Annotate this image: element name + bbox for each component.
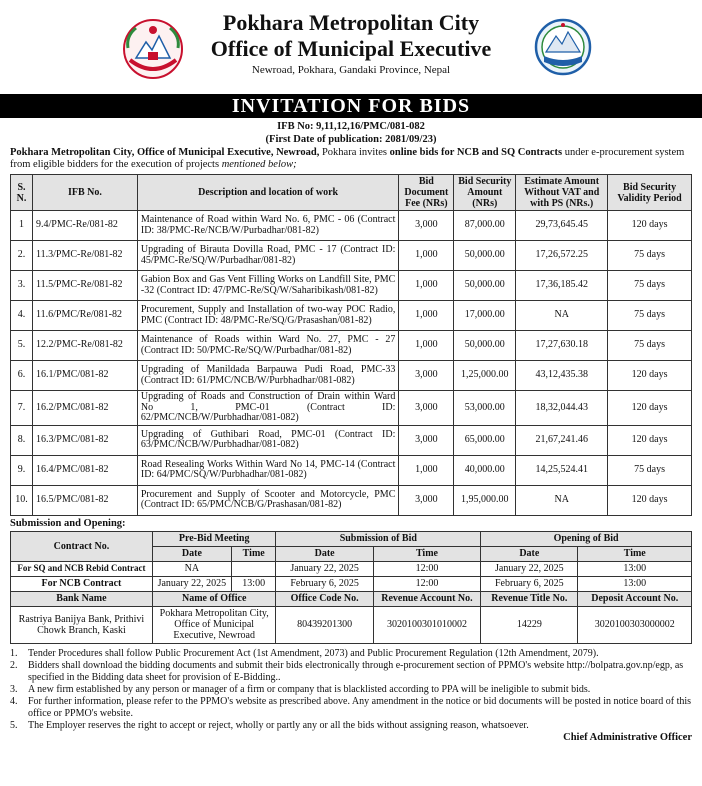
submission-time: 12:00 — [373, 561, 480, 576]
cell-sn: 3. — [11, 271, 33, 301]
header-opening: Opening of Bid — [481, 531, 692, 546]
contract-label: For NCB Contract — [11, 576, 153, 591]
cell-fee: 3,000 — [399, 425, 454, 455]
bid-row — [11, 211, 692, 241]
publication-date: (First Date of publication: 2081/09/23) — [265, 134, 437, 145]
cell-estimate: 21,67,241.46 — [516, 425, 608, 455]
intro-italic: mentioned below; — [221, 159, 297, 170]
opening-date: January 22, 2025 — [481, 561, 578, 576]
cell-validity: 75 days — [608, 301, 692, 331]
cell-estimate: 29,73,645.45 — [516, 211, 608, 241]
cell-security: 50,000.00 — [454, 271, 516, 301]
header-opening-date: Date — [481, 546, 578, 561]
cell-sn: 10. — [11, 485, 33, 515]
deposit-account: 3020100303000002 — [578, 606, 692, 643]
prebid-time — [231, 561, 276, 576]
cell-validity: 120 days — [608, 361, 692, 391]
cell-security: 87,000.00 — [454, 211, 516, 241]
header-prebid: Pre-Bid Meeting — [152, 531, 276, 546]
cell-sn: 1 — [11, 211, 33, 241]
cell-sn: 8. — [11, 425, 33, 455]
cell-validity: 75 days — [608, 271, 692, 301]
header-revenue-title: Revenue Title No. — [481, 591, 578, 606]
cell-ifb: 9.4/PMC-Re/081-82 — [32, 211, 137, 241]
intro-paragraph — [10, 147, 692, 171]
note-text: For further information, please refer to the PPMO's website as prescribed above. Any amendment in the notice or bid documents will be posted in notice board of this office or PPMO's website. — [28, 695, 692, 719]
cell-description: Upgrading of Roads and Construction of Drain within Ward No 1, PMC-01 (Contract ID: 62/PMC/NCB/W/Purbhadhar/081-082) — [137, 391, 398, 426]
header-sn: S. N. — [11, 175, 33, 211]
cell-security: 1,25,000.00 — [454, 361, 516, 391]
cell-security: 1,95,000.00 — [454, 485, 516, 515]
revenue-account: 3020100301010002 — [373, 606, 480, 643]
bid-row — [11, 455, 692, 485]
opening-time: 13:00 — [578, 561, 692, 576]
cell-sn: 9. — [11, 455, 33, 485]
note-text: A new firm established by any person or manager of a firm or company that is blacklisted according to PPA will be ineligible to submit bids. — [28, 683, 591, 695]
cell-fee: 3,000 — [399, 391, 454, 426]
prebid-date: January 22, 2025 — [152, 576, 231, 591]
nepal-emblem-icon — [122, 18, 184, 80]
header-revenue-account: Revenue Account No. — [373, 591, 480, 606]
note-number: 4. — [10, 695, 18, 707]
cell-security: 17,000.00 — [454, 301, 516, 331]
office-code: 80439201300 — [276, 606, 373, 643]
note-text: Tender Procedures shall follow Public Procurement Act (1st Amendment, 2073) and Public Procurement Regulation (12th Amendment, 2079). — [28, 647, 599, 659]
note-item — [10, 684, 692, 696]
cell-ifb: 16.5/PMC/081-82 — [32, 485, 137, 515]
cell-ifb: 16.2/PMC/081-82 — [32, 391, 137, 426]
cell-description: Upgrading of Guthibari Road, PMC-01 (Contract ID: 63/PMC/NCB/W/Purbhadhar/081-082) — [137, 425, 398, 455]
cell-ifb: 11.5/PMC-Re/081-82 — [32, 271, 137, 301]
pokhara-logo-icon — [534, 18, 592, 76]
note-text: Bidders shall download the bidding documents and submit their bids electronically through e-procurement section of PPMO's website http://bolpatra.gov.np/egp, as specified in the Bidding data sheet for provision of E-Bidding.. — [28, 659, 684, 683]
submission-table — [10, 531, 692, 644]
header — [10, 10, 692, 92]
cell-validity: 120 days — [608, 211, 692, 241]
prebid-date: NA — [152, 561, 231, 576]
cell-sn: 5. — [11, 331, 33, 361]
cell-fee: 3,000 — [399, 211, 454, 241]
cell-estimate: 17,36,185.42 — [516, 271, 608, 301]
cell-ifb: 11.3/PMC-Re/081-82 — [32, 241, 137, 271]
cell-sn: 2. — [11, 241, 33, 271]
cell-security: 50,000.00 — [454, 241, 516, 271]
intro-bold-bids: online bids for NCB and SQ Contracts — [389, 147, 563, 158]
cell-security: 53,000.00 — [454, 391, 516, 426]
bid-row — [11, 241, 692, 271]
cell-ifb: 12.2/PMC-Re/081-82 — [32, 331, 137, 361]
header-office-code: Office Code No. — [276, 591, 373, 606]
cell-fee: 3,000 — [399, 485, 454, 515]
office-name: Pokhara Metropolitan City, Office of Municipal Executive, Newroad — [152, 606, 276, 643]
note-number: 5. — [10, 719, 18, 731]
cell-validity: 75 days — [608, 455, 692, 485]
cell-description: Upgrading of Manildada Barpauwa Pudi Road, PMC-33 (Contract ID: 61/PMC/NCB/W/Purbhadhar/081-082) — [137, 361, 398, 391]
cell-description: Procurement, Supply and Installation of two-way POC Radio, PMC (Contract ID: 48/PMC-Re/SQ/G/Prasashan/081-82) — [137, 301, 398, 331]
bid-row — [11, 391, 692, 426]
cell-validity: 75 days — [608, 241, 692, 271]
cell-estimate: 17,27,630.18 — [516, 331, 608, 361]
cell-fee: 1,000 — [399, 301, 454, 331]
bank-name: Rastriya Banijya Bank, Prithivi Chowk Branch, Kaski — [11, 606, 153, 643]
bids-header-row — [11, 175, 692, 211]
cell-validity: 120 days — [608, 425, 692, 455]
note-number: 1. — [10, 647, 18, 659]
cell-description: Procurement and Supply of Scooter and Motorcycle, PMC (Contract ID: 65/PMC/NCB/G/Prashasan/081-82) — [137, 485, 398, 515]
submission-row-ncb — [11, 576, 692, 591]
contract-label: For SQ and NCB Rebid Contract — [11, 561, 153, 576]
header-deposit-account: Deposit Account No. — [578, 591, 692, 606]
cell-fee: 1,000 — [399, 241, 454, 271]
submission-title: Submission and Opening: — [10, 517, 126, 529]
header-validity: Bid Security Validity Period — [608, 175, 692, 211]
signature: Chief Administrative Officer — [563, 731, 692, 743]
bid-row — [11, 485, 692, 515]
bid-row — [11, 301, 692, 331]
note-item — [10, 720, 692, 732]
revenue-title: 14229 — [481, 606, 578, 643]
header-prebid-time: Time — [231, 546, 276, 561]
cell-ifb: 16.3/PMC/081-82 — [32, 425, 137, 455]
cell-validity: 120 days — [608, 391, 692, 426]
bid-row — [11, 425, 692, 455]
header-description: Description and location of work — [137, 175, 398, 211]
note-item — [10, 660, 692, 684]
title-office: Office of Municipal Executive — [210, 36, 492, 61]
cell-fee: 3,000 — [399, 361, 454, 391]
header-opening-time: Time — [578, 546, 692, 561]
title-city: Pokhara Metropolitan City — [222, 10, 480, 35]
bid-row — [11, 271, 692, 301]
bank-header-row — [11, 591, 692, 606]
intro-text-1: Pokhara invites — [319, 147, 390, 158]
header-security: Bid Security Amount (NRs) — [454, 175, 516, 211]
header-submission-date: Date — [276, 546, 373, 561]
header-office-name: Name of Office — [152, 591, 276, 606]
submission-header-row — [11, 531, 692, 546]
submission-row-sq — [11, 561, 692, 576]
header-ifb: IFB No. — [32, 175, 137, 211]
cell-sn: 4. — [11, 301, 33, 331]
note-item — [10, 696, 692, 720]
cell-fee: 1,000 — [399, 331, 454, 361]
cell-ifb: 16.4/PMC/081-82 — [32, 455, 137, 485]
cell-security: 40,000.00 — [454, 455, 516, 485]
address: Newroad, Pokhara, Gandaki Province, Nepal — [251, 64, 451, 76]
header-fee: Bid Document Fee (NRs) — [399, 175, 454, 211]
banner-title: INVITATION FOR BIDS — [0, 94, 702, 118]
cell-fee: 1,000 — [399, 455, 454, 485]
header-submission-time: Time — [373, 546, 480, 561]
submission-date: February 6, 2025 — [276, 576, 373, 591]
cell-security: 65,000.00 — [454, 425, 516, 455]
cell-fee: 1,000 — [399, 271, 454, 301]
cell-ifb: 11.6/PMC/Re/081-82 — [32, 301, 137, 331]
header-submission: Submission of Bid — [276, 531, 481, 546]
note-item — [10, 648, 692, 660]
header-estimate: Estimate Amount Without VAT and with PS (NRs.) — [516, 175, 608, 211]
intro-text-2: under e-procurement system from eligible bidders for the execution of projects — [10, 147, 685, 170]
bid-row — [11, 361, 692, 391]
cell-security: 50,000.00 — [454, 331, 516, 361]
cell-ifb: 16.1/PMC/081-82 — [32, 361, 137, 391]
header-bank-name: Bank Name — [11, 591, 153, 606]
cell-estimate: 17,26,572.25 — [516, 241, 608, 271]
cell-description: Upgrading of Birauta Dovilla Road, PMC - 17 (Contract ID: 45/PMC-Re/SQ/W/Purbadhar/081-82) — [137, 241, 398, 271]
notes-list — [10, 648, 692, 732]
prebid-time: 13:00 — [231, 576, 276, 591]
bids-body — [11, 211, 692, 516]
cell-description: Road Resealing Works Within Ward No 14, PMC-14 (Contract ID: 64/PMC/SQ/W/Purbhadhar/081-082) — [137, 455, 398, 485]
cell-description: Maintenance of Road within Ward No. 6, PMC - 06 (Contract ID: 38/PMC-Re/NCB/W/Purbadhar/081-82) — [137, 211, 398, 241]
cell-sn: 6. — [11, 361, 33, 391]
cell-estimate: NA — [516, 301, 608, 331]
cell-sn: 7. — [11, 391, 33, 426]
cell-validity: 75 days — [608, 331, 692, 361]
cell-estimate: 18,32,044.43 — [516, 391, 608, 426]
cell-validity: 120 days — [608, 485, 692, 515]
bid-row — [11, 331, 692, 361]
cell-description: Maintenance of Roads within Ward No. 27, PMC - 27 (Contract ID: 50/PMC-Re/SQ/W/Purbadhar/081-82) — [137, 331, 398, 361]
opening-date: February 6, 2025 — [481, 576, 578, 591]
note-number: 3. — [10, 683, 18, 695]
cell-description: Gabion Box and Gas Vent Filling Works on Landfill Site, PMC -32 (Contract ID: 47/PMC-Re/SQ/W/Saharibikash/081-82) — [137, 271, 398, 301]
header-contract-no: Contract No. — [11, 531, 153, 561]
cell-estimate: 14,25,524.41 — [516, 455, 608, 485]
opening-time: 13:00 — [578, 576, 692, 591]
submission-time: 12:00 — [373, 576, 480, 591]
cell-estimate: NA — [516, 485, 608, 515]
header-prebid-date: Date — [152, 546, 231, 561]
submission-date: January 22, 2025 — [276, 561, 373, 576]
intro-bold-org: Pokhara Metropolitan City, Office of Municipal Executive, Newroad, — [10, 147, 320, 158]
note-number: 2. — [10, 659, 18, 671]
note-text: The Employer reserves the right to accept or reject, wholly or partly any or all the bids without assigning reason, whatsoever. — [28, 719, 529, 731]
bank-row — [11, 606, 692, 643]
ifb-number: IFB No: 9,11,12,16/PMC/081-082 — [277, 121, 425, 132]
cell-estimate: 43,12,435.38 — [516, 361, 608, 391]
bids-table — [10, 174, 692, 516]
